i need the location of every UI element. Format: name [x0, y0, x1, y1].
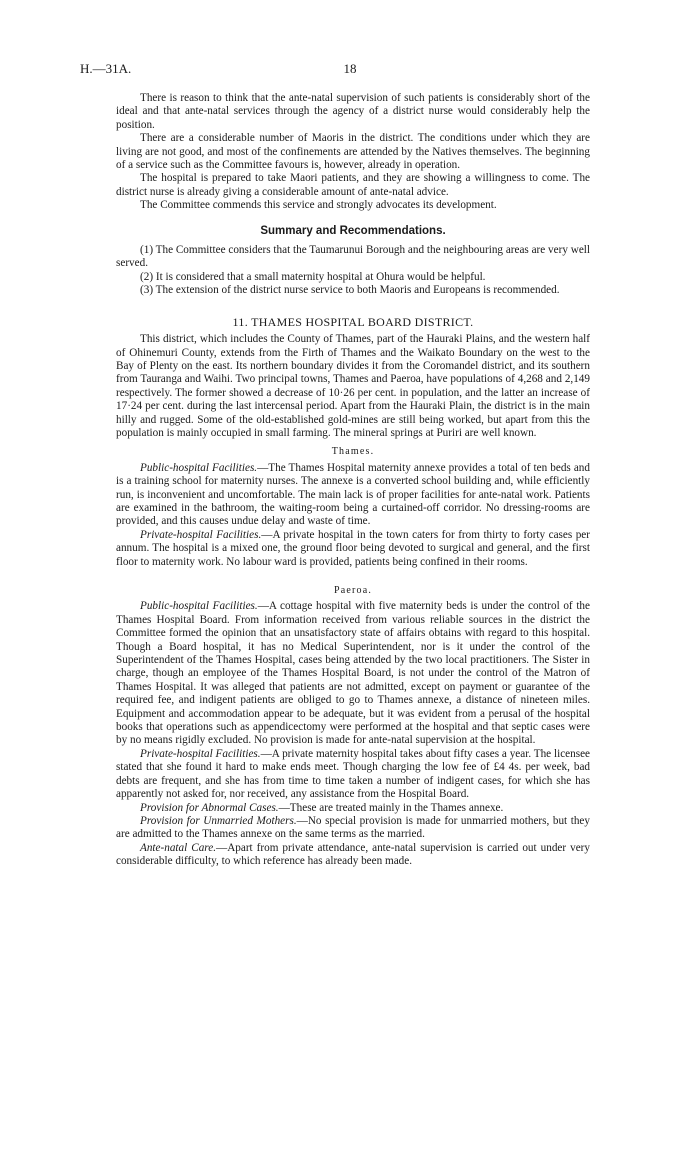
paragraph-text: —A cottage hospital with five maternity beds is under the control of the Thames Hospital Board. From information received from various reliable sources in the district the Committee formed the opinion that an unsatisfactory state of affairs obtains with regard to this hospital. Though a Board hospital, it has no Medical Superintendent, nor is it under the control of the Superintendent of the Thames Hospital, cases being attended by the two local practitioners. The Sister in charge, though an employee of the Thames Hospital Board, is not under the control of the Matron of Thames Hospital. It was alleged that patients are not admitted, except on payment or guarantee of the required fee, and indigent patients are obliged to go to Thames annexe, a distance of nineteen miles. Equipment and accommodation appear to be adequate, but it was evident from a perusal of the hospital books that operations such as appendicectomy were performed at the hospital and that septic cases were by no means rigidly excluded. No provision is made for ante-natal supervision at the hospital.: [116, 600, 590, 747]
paeroa-abnormal-cases-paragraph: [116, 802, 590, 815]
thames-private-hospital-paragraph: [116, 529, 590, 569]
thames-public-hospital-paragraph: [116, 462, 590, 529]
paeroa-unmarried-mothers-paragraph: [116, 815, 590, 842]
paragraph: The hospital is prepared to take Maori patients, and they are showing a willingness to come. The district nurse is already giving a considerable amount of ante-natal advice.: [116, 172, 590, 198]
page-header: [80, 62, 620, 78]
recommendation-item: (1) The Committee considers that the Taumarunui Borough and the neighbouring areas are very well served.: [116, 244, 590, 270]
paragraph-label: Private-hospital Facilities.: [140, 747, 261, 760]
section-heading: 11. THAMES HOSPITAL BOARD DISTRICT.: [232, 314, 474, 329]
paragraph-text: —Apart from private attendance, ante-natal supervision is carried out under very considerable difficulty, to which reference has already been made.: [116, 841, 591, 868]
paragraph-text: —The Thames Hospital maternity annexe provides a total of ten beds and is a training school for maternity nurses. The annexe is a converted school building and, while efficiently run, is inconvenient and uncomfortable. The main lack is of proper facilities for ante-natal work. Patients are examined in the bathroom, the waiting-room being a curtained-off corridor. No dressing-rooms are provided, and this causes undue delay and waste of time.: [116, 461, 590, 528]
paragraph-text: —These are treated mainly in the Thames annexe.: [278, 801, 504, 814]
recommendation-item: (3) The extension of the district nurse service to both Maoris and Europeans is recommended.: [140, 284, 560, 297]
paeroa-public-hospital-paragraph: [116, 600, 590, 747]
paragraph-label: Private-hospital Facilities.: [140, 528, 262, 541]
paragraph: The Committee commends this service and strongly advocates its development.: [140, 199, 497, 212]
subsection-heading-paeroa: Paeroa.: [333, 585, 373, 596]
paragraph: There are a considerable number of Maoris in the district. The conditions under which they are living are not good, and most of the confinements are attended by the Natives themselves. The beginning of a service such as the Committee favours is, however, already in operation.: [116, 132, 590, 172]
section-paragraph: This district, which includes the County of Thames, part of the Hauraki Plains, and the western half of Ohinemuri County, extends from the Firth of Thames and the Waikato Boundary on the west to the Bay of Plenty on the east. Its northern boundary divides it from the Coromandel district, and its southern from Tauranga and Waihi. Two principal towns, Thames and Paeroa, have populations of 4,268 and 2,149 respectively. The former showed a decrease of 10·26 per cent. in population, and the latter an increase of 17·24 per cent. during the last intercensal period. Apart from the Hauraki Plain, the district is in the main hilly and rugged. Some of the old-established gold-mines are still being worked, but apart from this the population is mainly occupied in small farming. The mineral springs at Puriri are well known.: [116, 333, 590, 439]
paragraph-label: Public-hospital Facilities.: [140, 461, 258, 474]
paragraph-text: —A private maternity hospital takes about fifty cases a year. The licensee stated that she found it hard to make ends meet. Though charging the low fee of £4 4s. per week, bad debts are frequent, and she has from time to time taken a number of indigent cases, for which she has apparently not asked for, nor received, any assistance from the Hospital Board.: [116, 747, 590, 801]
recommendation-item: (2) It is considered that a small maternity hospital at Ohura would be helpful.: [140, 270, 486, 283]
document-reference: H.—31A.: [80, 61, 132, 76]
summary-heading: Summary and Recommendations.: [260, 224, 446, 237]
paragraph-label: Provision for Unmarried Mothers.: [140, 814, 297, 827]
page-number: 18: [343, 61, 357, 76]
paragraph-label: Provision for Abnormal Cases.: [140, 801, 279, 814]
paragraph: There is reason to think that the ante-natal supervision of such patients is considerably short of the ideal and that ante-natal services through the agency of a district nurse would considerably help the position.: [116, 92, 590, 131]
paeroa-private-hospital-paragraph: [116, 748, 590, 802]
paeroa-antenatal-care-paragraph: [116, 842, 590, 869]
paragraph-text: —A private hospital in the town caters for from thirty to forty cases per annum. The hospital is a mixed one, the ground floor being devoted to surgical and general, and the first floor to maternity work. No labour ward is provided, patients being confined in their rooms.: [116, 528, 590, 568]
paragraph-text: —No special provision is made for unmarried mothers, but they are admitted to the Thames annexe on the same terms as the married.: [116, 814, 590, 841]
subsection-heading-thames: Thames.: [331, 446, 375, 458]
paragraph-label: Public-hospital Facilities.: [140, 600, 258, 613]
paragraph-label: Ante-natal Care.: [140, 841, 216, 854]
page-body: [116, 92, 590, 869]
